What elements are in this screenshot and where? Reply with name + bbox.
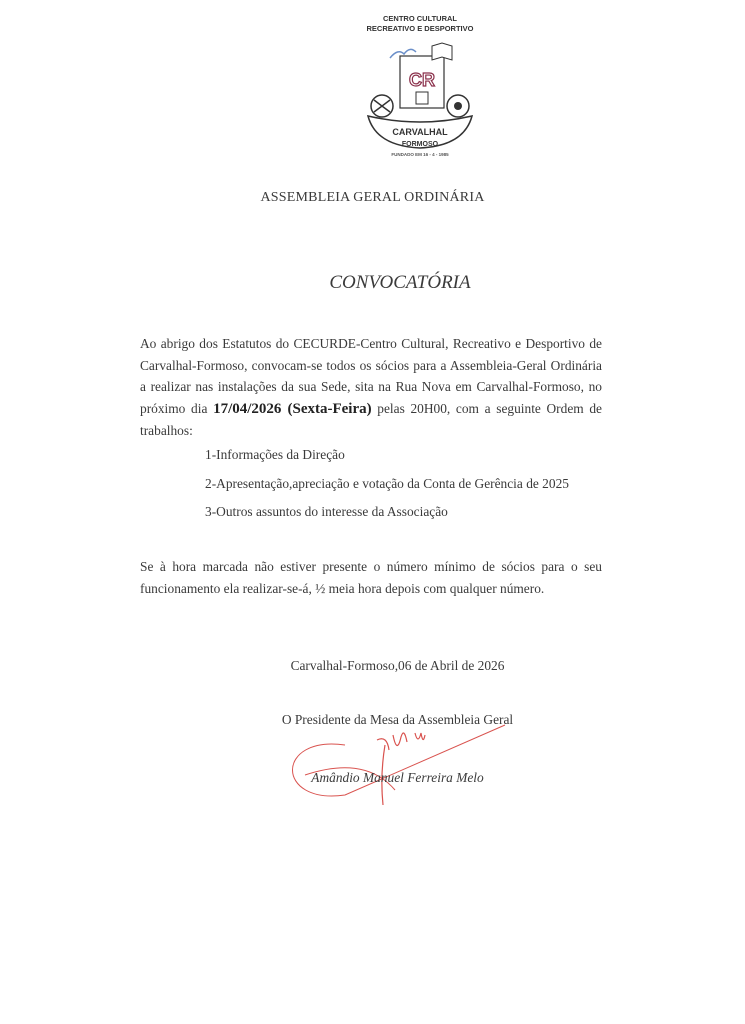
place-date: Carvalhal-Formoso,06 de Abril de 2026 [290, 658, 505, 673]
logo-banner-bottom: FORMOSO [401, 141, 439, 148]
intro-end-text: pelas 20H00, com a seguinte Ordem de trabalhos: [140, 400, 602, 438]
signatory-name: Amândio Manuel Ferreira Melo [311, 770, 484, 785]
logo-line1: CENTRO CULTURAL [382, 14, 458, 23]
intro-paragraph [140, 333, 602, 442]
logo-emblem-icon [360, 36, 480, 151]
agenda-item: 3-Outros assuntos do interesse da Associação [205, 504, 448, 519]
agenda-item: 2-Apresentação,apreciação e votação da Conta de Gerência de 2025 [205, 475, 569, 491]
logo-line2: RECREATIVO E DESPORTIVO [366, 24, 474, 33]
svg-text:CR: CR [409, 70, 435, 90]
meeting-date: 17/04/2026 (Sexta-Feira) [213, 400, 372, 417]
logo-banner-top: CARVALHAL [392, 127, 448, 137]
intro-text: Ao abrigo dos Estatutos do CECURDE-Centro Cultural, Recreativo e Desportivo de Carvalhal-Formoso, convocam-se todos os sócios para a Assembleia-Geral Ordinária a realizar nas instalações da sua Sede, sita na Rua Nova em Carvalhal-Formoso, no próximo dia [140, 336, 602, 416]
signatory-role: O Presidente da Mesa da Assembleia Geral [281, 712, 514, 727]
document-title: CONVOCATÓRIA [329, 272, 471, 293]
quorum-paragraph: Se à hora marcada não estiver presente o número mínimo de sócios para o seu funcionamento ela realizar-se-á, ½ meia hora depois com qualquer número. [140, 559, 602, 596]
document-heading: ASSEMBLEIA GERAL ORDINÁRIA [260, 190, 485, 205]
agenda-list [205, 447, 569, 533]
signature-icon [285, 715, 515, 815]
logo-founded: FUNDADO EM 16 - 4 - 1985 [391, 152, 449, 157]
club-logo [360, 14, 480, 164]
agenda-item: 1-Informações da Direção [205, 447, 345, 462]
